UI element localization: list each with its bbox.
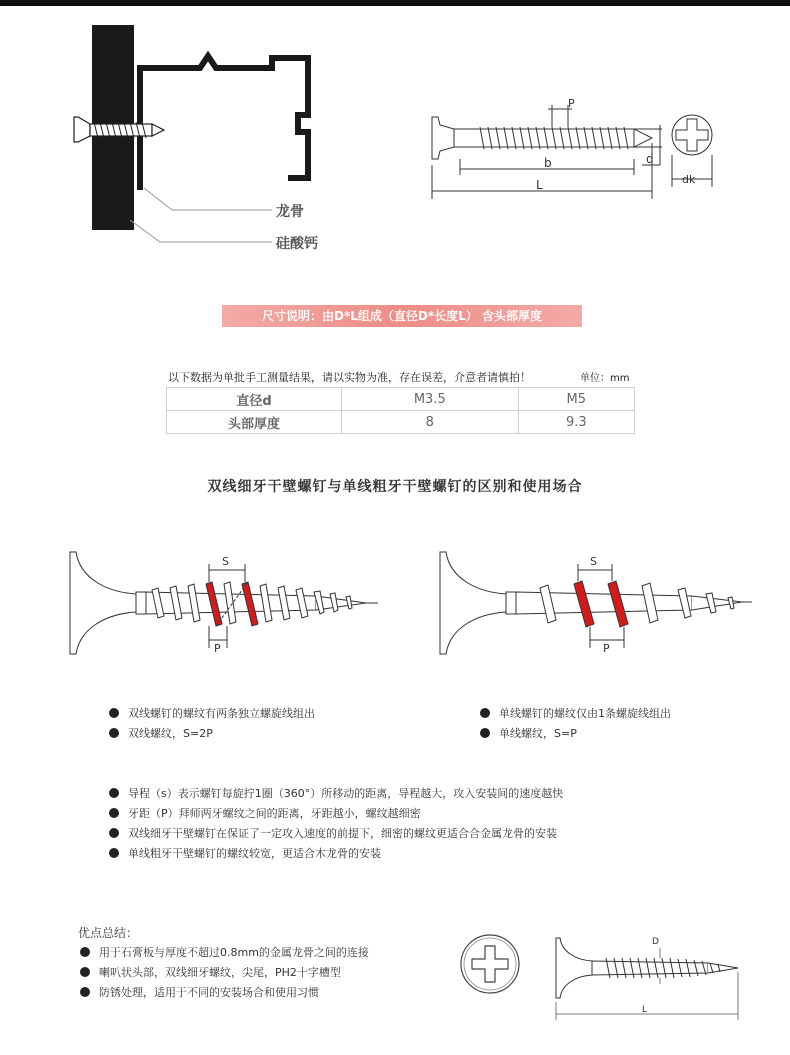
bullet-text: 单线螺纹，S=P [499, 727, 577, 740]
bullet-text: 导程（s）表示螺钉每旋拧1圈（360°）所移动的距离，导程越大，攻入安装间的速度越快 [128, 787, 564, 800]
bullet-text: 牙距（P）拜师两牙螺纹之间的距离，牙距越小，螺纹越细密 [128, 807, 421, 820]
installation-diagram [60, 20, 350, 260]
dimension-diagram [420, 95, 720, 210]
table-cell: 8 [342, 411, 519, 434]
single-thread-screw-diagram [436, 548, 766, 658]
bullet-dot [109, 708, 119, 718]
lead-s-label: S [590, 555, 597, 568]
bullet-dot [80, 987, 90, 997]
row-label: 直径d [167, 388, 342, 411]
dim-d-label: d [646, 152, 654, 166]
section-title: 双线细牙干壁螺钉与单线粗牙干壁螺钉的区别和使用场合 [207, 479, 583, 495]
dim-p-label: P [568, 97, 575, 110]
size-description-banner: 尺寸说明：由D*L组成（直径D*长度L） 含头部厚度 [222, 305, 582, 327]
bullet-dot [480, 728, 490, 738]
bullet-dot [109, 728, 119, 738]
list-item [109, 783, 563, 803]
list-item [109, 803, 563, 823]
table-row [167, 388, 635, 411]
phillips-head-icon [458, 932, 522, 996]
bullet-text: 双线螺钉的螺纹有两条独立螺旋线组出 [128, 707, 315, 720]
list-item [80, 962, 369, 982]
explanation-list [109, 783, 563, 863]
list-item [109, 823, 563, 843]
bullet-text: 防锈处理，适用于不同的安装场合和使用习惯 [99, 986, 319, 999]
list-item [480, 703, 671, 723]
table-cell: M5 [518, 388, 634, 411]
bullet-text: 双线细牙干壁螺钉在保证了一定攻入速度的前提下，细密的螺纹更适合合金属龙骨的安装 [128, 827, 557, 840]
list-item [480, 723, 671, 743]
bullet-text: 用于石膏板与厚度不超过0.8mm的金属龙骨之间的连接 [99, 946, 369, 959]
installation-illustration [60, 20, 350, 260]
top-bar [0, 0, 790, 6]
summary-l-label: L [642, 1005, 648, 1015]
table-cell: 9.3 [518, 411, 634, 434]
dimension-illustration [420, 95, 720, 210]
dim-l-label: L [536, 178, 543, 192]
bullet-dot [109, 848, 119, 858]
bullet-text: 喇叭状头部，双线细牙螺纹，尖尾，PH2十字槽型 [99, 966, 341, 979]
list-item [109, 703, 315, 723]
bullet-dot [109, 788, 119, 798]
bullet-text: 单线粗牙干壁螺钉的螺纹较宽，更适合木龙骨的安装 [128, 847, 381, 860]
measurement-note: 以下数据为单批手工测量结果，请以实物为准，存在误差，介意者请慎拍！ [168, 371, 531, 384]
bullet-text: 单线螺钉的螺纹仅由1条螺旋线组出 [499, 707, 671, 720]
pitch-p-label: P [603, 642, 610, 655]
dim-dk-label: dk [682, 173, 696, 186]
summary-d-label: D [652, 937, 659, 947]
list-item [109, 843, 563, 863]
bullet-dot [109, 808, 119, 818]
board-label: 硅酸钙 [276, 236, 318, 252]
list-item [109, 723, 315, 743]
row-label: 头部厚度 [167, 411, 342, 434]
single-thread-bullets [480, 703, 671, 743]
list-item [80, 942, 369, 962]
bullet-dot [109, 828, 119, 838]
table-row [167, 411, 635, 434]
dim-b-label: b [544, 156, 552, 170]
pitch-p-label: P [214, 642, 221, 655]
summary-title: 优点总结： [78, 926, 139, 940]
lead-s-label: S [222, 555, 229, 568]
list-item [80, 982, 369, 1002]
bullet-dot [80, 947, 90, 957]
table-cell: M3.5 [342, 388, 519, 411]
double-thread-screw-diagram [66, 548, 396, 658]
double-thread-bullets [109, 703, 315, 743]
spec-table [166, 387, 635, 434]
bullet-dot [480, 708, 490, 718]
keel-label: 龙骨 [276, 204, 304, 220]
summary-screw-diagram [548, 928, 748, 1026]
unit-label: 单位：mm [580, 373, 630, 384]
summary-list [80, 942, 369, 1002]
bullet-text: 双线螺纹，S=2P [128, 727, 213, 740]
bullet-dot [80, 967, 90, 977]
